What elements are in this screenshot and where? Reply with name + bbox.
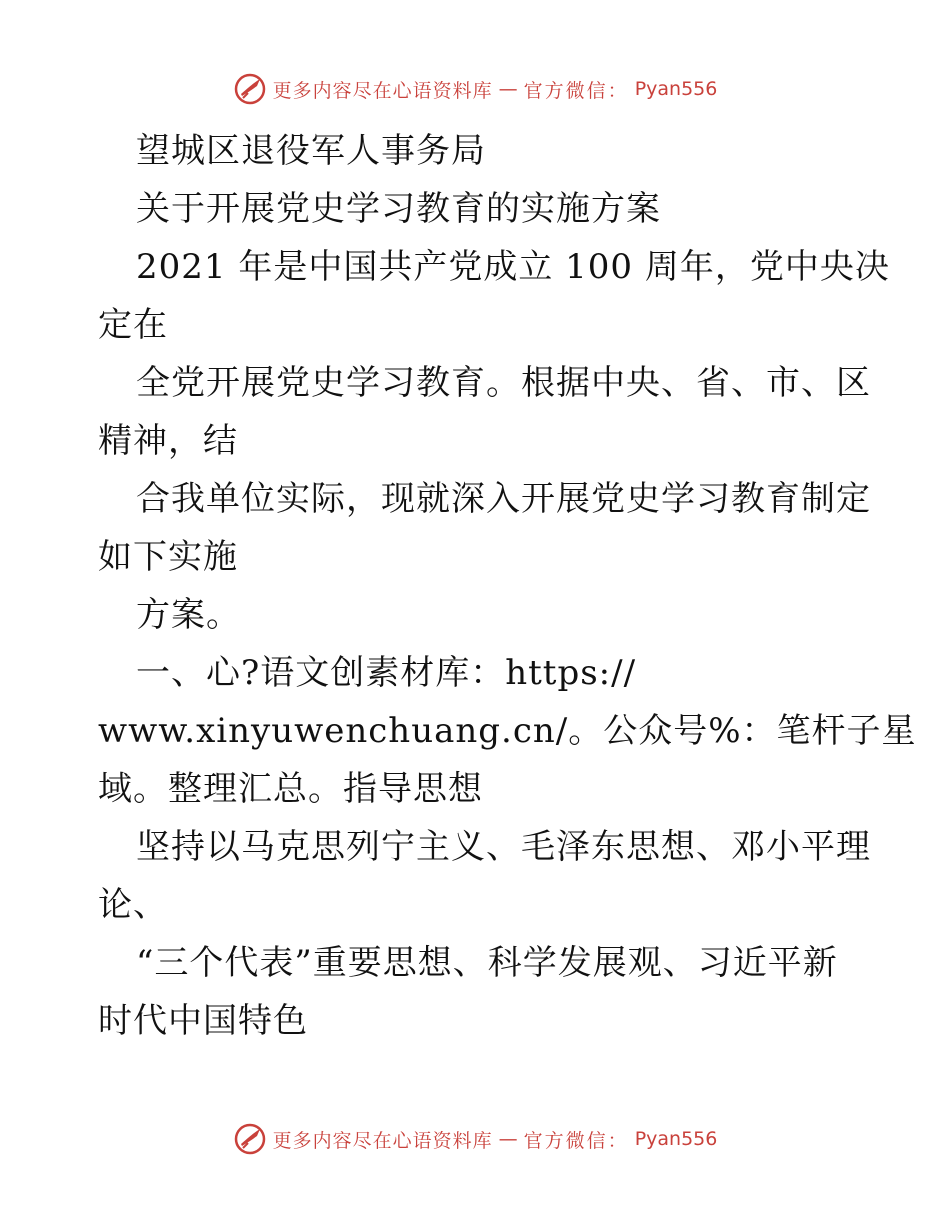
- doc-line: 坚持以马克思列宁主义、毛泽东思想、邓小平理: [136, 827, 871, 867]
- doc-line-section-heading: 一、心?语文创素材库：https://: [136, 653, 637, 693]
- banner-brand-text: 更多内容尽在心语资料库: [272, 79, 493, 102]
- banner-wechat-handle: Pyan556: [634, 1128, 718, 1150]
- doc-line: “三个代表”重要思想、科学发展观、习近平新: [136, 943, 838, 983]
- doc-line: 时代中国特色: [98, 1001, 308, 1041]
- banner-brand-text: 更多内容尽在心语资料库: [272, 1129, 493, 1152]
- doc-line: 全党开展党史学习教育。根据中央、省、市、区: [136, 363, 871, 403]
- doc-line: 论、: [98, 885, 168, 925]
- banner-official-label: 官方微信：: [523, 79, 629, 102]
- doc-line: 精神，结: [98, 421, 238, 461]
- doc-line: 2021 年是中国共产党成立 100 周年，党中央决: [136, 247, 890, 287]
- banner-dash: —: [498, 78, 518, 100]
- banner-dash: —: [498, 1128, 518, 1150]
- banner-official-label: 官方微信：: [523, 1129, 629, 1152]
- banner-wechat-handle: Pyan556: [634, 78, 718, 100]
- pen-logo-icon: [233, 1122, 267, 1156]
- doc-line: 合我单位实际，现就深入开展党史学习教育制定: [136, 479, 871, 519]
- doc-line-title-org: 望城区退役军人事务局: [136, 131, 486, 171]
- doc-line: www.xinyuwenchuang.cn/。公众号%：笔杆子星: [98, 711, 917, 751]
- pen-logo-icon: [233, 72, 267, 106]
- doc-line-title-plan: 关于开展党史学习教育的实施方案: [136, 189, 661, 229]
- header-watermark-banner: [0, 72, 950, 106]
- doc-line: 定在: [98, 305, 168, 345]
- footer-watermark-banner: [0, 1122, 950, 1156]
- doc-line: 域。整理汇总。指导思想: [98, 769, 483, 809]
- doc-line: 如下实施: [98, 537, 238, 577]
- document-body: [98, 122, 917, 1050]
- doc-line: 方案。: [136, 595, 241, 635]
